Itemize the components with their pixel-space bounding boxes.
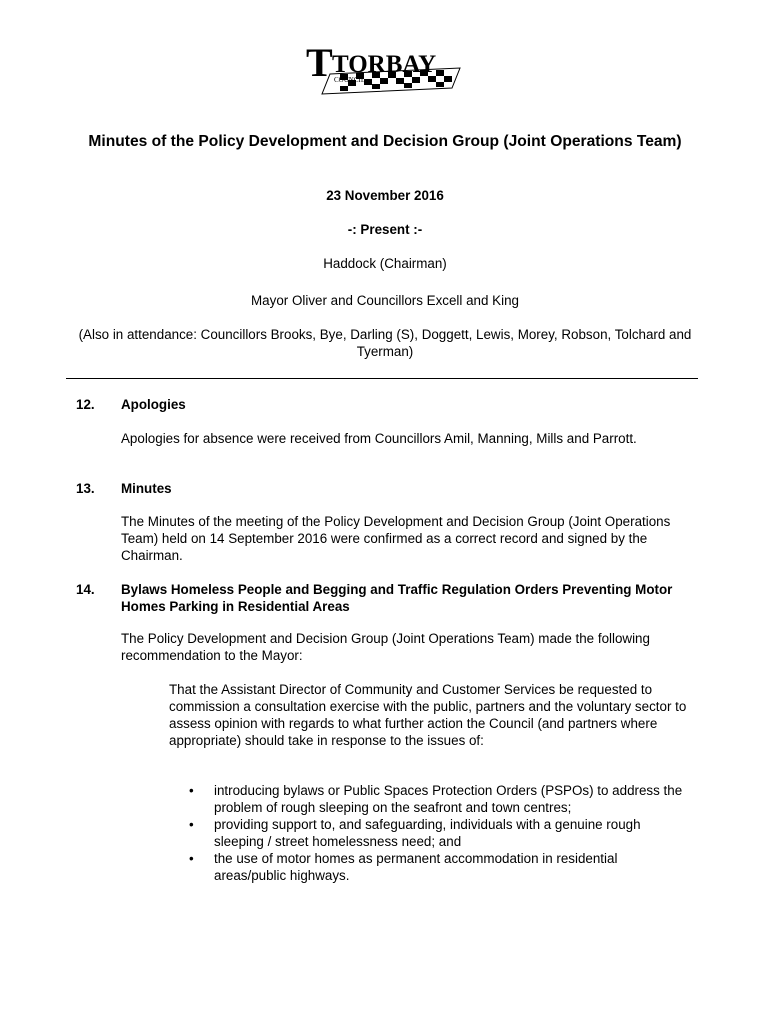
torbay-council-logo xyxy=(300,38,470,102)
item-heading: Minutes xyxy=(121,481,172,496)
recommendation-text: That the Assistant Director of Community and Customer Services be requested to commission a consultation exercise with the public, partners and the voluntary sector to assess opinion with regards to what further action the Council (and partners where appropriate) should take in response to the issues of: xyxy=(169,682,687,748)
logo-subtitle: COUNCIL xyxy=(334,76,366,84)
also-in-attendance: (Also in attendance: Councillors Brooks, Bye, Darling (S), Doggett, Lewis, Morey, Robson, Tolchard and Tyerman) xyxy=(78,327,692,359)
item-number: 12. xyxy=(76,397,95,412)
list-item-text: providing support to, and safeguarding, individuals with a genuine rough sleeping / street homelessness need; and xyxy=(214,817,641,849)
present-label: -: Present :- xyxy=(347,222,423,237)
list-item-text: introducing bylaws or Public Spaces Protection Orders (PSPOs) to address the problem of rough sleeping on the seafront and town centres; xyxy=(214,783,683,815)
issues-list xyxy=(169,782,689,884)
bullet-icon: • xyxy=(189,783,194,798)
list-item xyxy=(169,850,689,884)
item-text: The Policy Development and Decision Group (Joint Operations Team) made the following recommendation to the Mayor: xyxy=(121,631,650,663)
bullet-icon: • xyxy=(189,817,194,832)
torbay-logo-graphic xyxy=(300,38,470,102)
item-text: The Minutes of the meeting of the Policy Development and Decision Group (Joint Operations Team) held on 14 September 2016 were confirmed as a correct record and signed by the Chairman. xyxy=(121,514,671,563)
item-heading: Apologies xyxy=(121,397,186,412)
item-heading: Bylaws Homeless People and Begging and Traffic Regulation Orders Preventing Motor Homes Parking in Residential Areas xyxy=(121,582,673,614)
header-divider xyxy=(66,378,698,379)
document-title: Minutes of the Policy Development and Decision Group (Joint Operations Team) xyxy=(88,133,682,150)
item-number: 14. xyxy=(76,582,95,597)
chairman: Haddock (Chairman) xyxy=(323,256,447,271)
list-item-text: the use of motor homes as permanent accommodation in residential areas/public highways. xyxy=(214,851,618,883)
svg-text:T: T xyxy=(306,40,333,85)
item-number: 13. xyxy=(76,481,95,496)
item-text: Apologies for absence were received from Councillors Amil, Manning, Mills and Parrott. xyxy=(121,431,637,446)
list-item xyxy=(169,816,689,850)
meeting-date: 23 November 2016 xyxy=(326,188,444,203)
bullet-icon: • xyxy=(189,851,194,866)
list-item xyxy=(169,782,689,816)
attendees: Mayor Oliver and Councillors Excell and King xyxy=(251,293,519,308)
logo-title: TORBAY xyxy=(332,51,437,78)
